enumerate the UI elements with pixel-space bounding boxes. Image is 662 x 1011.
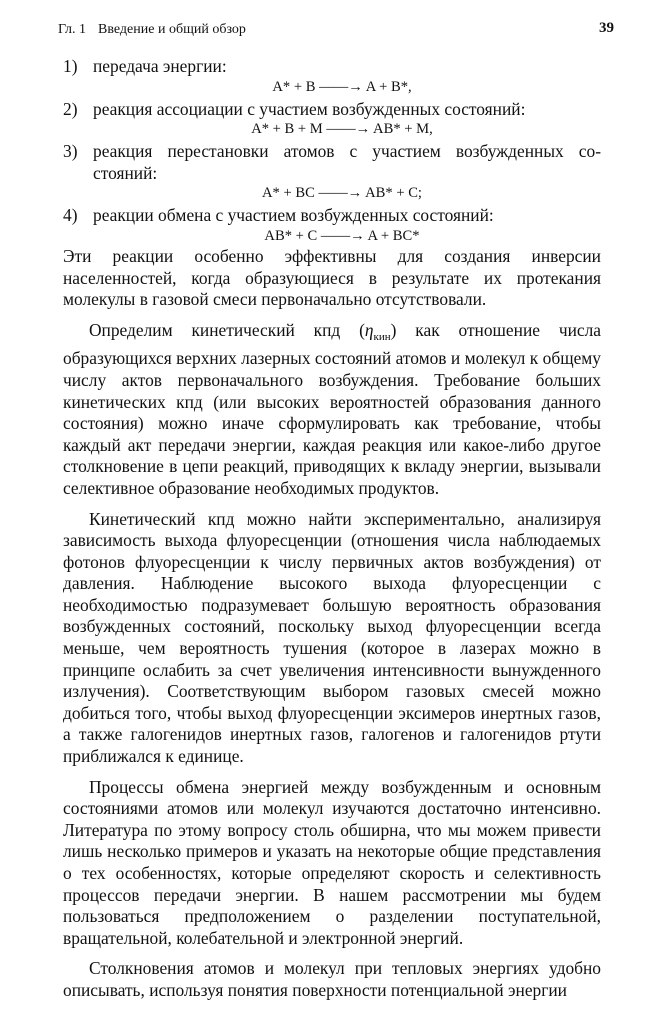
page-body: [63, 56, 601, 1011]
chapter-title: Введение и общий обзор: [98, 22, 246, 37]
paragraph-text: ) как отношение числа образующихся верхних лазерных состояний атомов и молекул к общему числу актов первоначального возбуждения. Требование больших кинетических кпд (или высоких вероятностей образования данного состояния) можно иначе сформулировать как требование, чтобы каждый акт передачи энергии, каждая реакция или какое-либо другое столкновение в цепи реакций, приводящих к вкладу энергии, вызывали селективное образование необходимых продуктов.: [63, 319, 601, 498]
paragraph: Процессы обмена энергией между возбужденным и основным состояниями атомов или молекул изучаются достаточно интенсивно. Литература по этому вопросу столь обширна, что мы можем привести лишь несколько примеров и указать на некоторые общие представления о тех особенностях, которые определяют скорость и селективность процессов передачи энергии. В нашем рассмотрении мы будем пользоваться предположением о разделении поступательной, вращательной, колебательной и электронной энергий.: [63, 776, 601, 948]
equation: A* + B ——→ A + B*,: [272, 78, 412, 95]
paragraph: [63, 320, 601, 500]
list-item-number: 1): [63, 56, 78, 76]
eta-subscript: кин: [373, 330, 391, 343]
paragraph: Эти реакции особенно эффективны для создания инверсии населенностей, когда образующиеся в результате их протекания молекулы в газовой смеси первоначально отсутствовали.: [63, 245, 601, 310]
paragraph: Столкновения атомов и молекул при тепловых энергиях удобно описывать, используя понятия поверхности потенциальной энергии: [63, 958, 601, 1000]
paragraph: Кинетический кпд можно найти экспериментально, анализируя зависимость выхода флуоресценции (отношения числа наблюдаемых фотонов флуоресценции к числу первичных актов возбуждения) от давления. Наблюдение высокого выхода флуоресценции с необходимостью подразумевает большую вероятность образования возбужденных состояний, поскольку выход флуоресценции всегда меньше, чем вероятность тушения (которое в лазерах можно в принципе ослабить за счет увеличения интенсивности вынужденного излучения). Соответствующим выбором газовых смесей можно добиться того, чтобы выход флуоресценции эксимеров инертных газов, а также галогенидов инертных газов, галогенов и галогенидов ртути приближался к единице.: [63, 508, 601, 767]
chapter-number: Гл. 1: [58, 22, 87, 37]
list-item: [63, 99, 601, 121]
list-item-text: реакция ассоциации с участием возбужденных состояний:: [93, 98, 526, 119]
equation: A* + B + M ——→ AB* + M,: [251, 121, 433, 138]
paragraph-text: Определим кинетический кпд (: [89, 319, 365, 340]
equation: AB* + C ——→ A + BC*: [264, 227, 420, 244]
equation: A* + BC ——→ AB* + C;: [262, 185, 422, 202]
list-item-text: реакция перестановки атомов с участием возбужденных со-стояний:: [93, 141, 601, 183]
list-item-text: передача энергии:: [93, 56, 227, 76]
header-left: [58, 22, 246, 38]
list-item-number: 3): [63, 141, 78, 162]
list-item-number: 4): [63, 205, 78, 226]
list-item: [63, 205, 601, 227]
list-item: [63, 141, 601, 184]
list-item: [63, 56, 601, 78]
page-number: 39: [599, 20, 614, 36]
list-item-number: 2): [63, 98, 78, 119]
running-header: [58, 18, 614, 40]
list-item-text: реакции обмена с участием возбужденных состояний:: [93, 205, 494, 226]
eta-symbol: η: [364, 319, 374, 340]
